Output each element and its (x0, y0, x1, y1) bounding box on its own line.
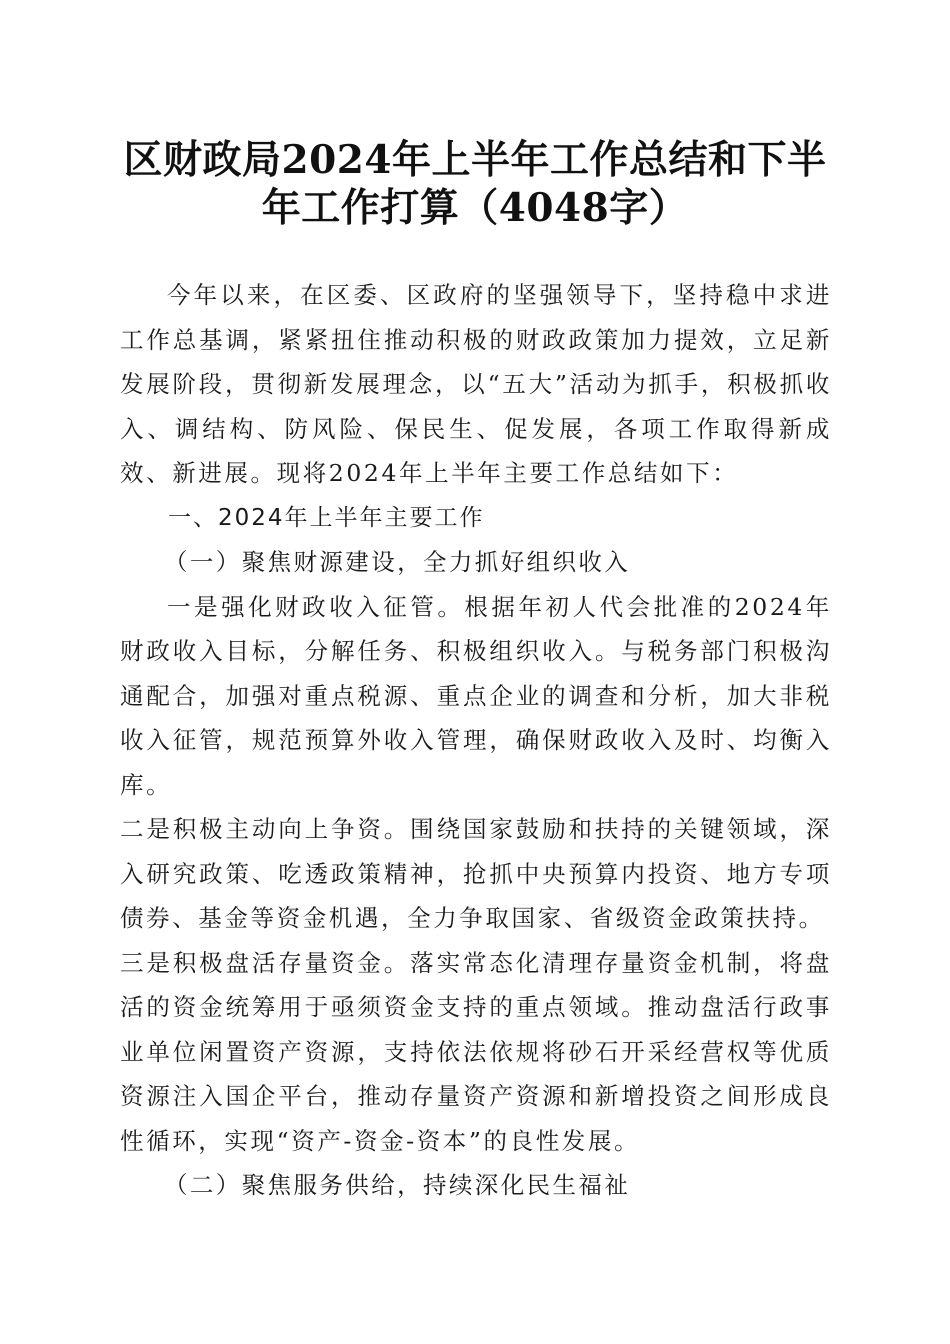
intro-paragraph: 今年以来，在区委、区政府的坚强领导下，坚持稳中求进工作总基调，紧紧扭住推动积极的财政政策加力提效，立足新发展阶段，贯彻新发展理念，以“五大”活动为抓手，积极抓收入、调结构、防风险、保民生、促发展，各项工作取得新成效、新进展。现将2024年上半年主要工作总结如下： (120, 281, 832, 487)
item-paragraph-2: 二是积极主动向上争资。围绕国家鼓励和扶持的关键领域，深入研究政策、吃透政策精神，抢抓中央预算内投资、地方专项债券、基金等资金机遇，全力争取国家、省级资金政策扶持。 (120, 815, 832, 932)
document-body (120, 273, 832, 1208)
section-heading-1: 一、2024年上半年主要工作 (168, 504, 485, 531)
item-paragraph-1: 一是强化财政收入征管。根据年初人代会批准的2024年财政收入目标，分解任务、积极组织收入。与税务部门积极沟通配合，加强对重点税源、重点企业的调查和分析，加大非税收入征管，规范预算外收入管理，确保财政收入及时、均衡入库。 (120, 592, 832, 799)
subsection-heading-1: （一）聚焦财源建设，全力抓好组织收入 (164, 548, 631, 576)
subsection-heading-2: （二）聚焦服务供给，持续深化民生福祉 (164, 1171, 631, 1199)
item-paragraph-3: 三是积极盘活存量资金。落实常态化清理存量资金机制，将盘活的资金统筹用于亟须资金支持的重点领域。推动盘活行政事业单位闲置资产资源，支持依法依规将砂石开采经营权等优质资源注入国企平台，推动存量资产资源和新增投资之间形成良性循环，实现“资产-资金-资本”的良性发展。 (120, 948, 832, 1155)
document-title: 区财政局2024年上半年工作总结和下半年工作打算（4048字） (123, 137, 827, 231)
